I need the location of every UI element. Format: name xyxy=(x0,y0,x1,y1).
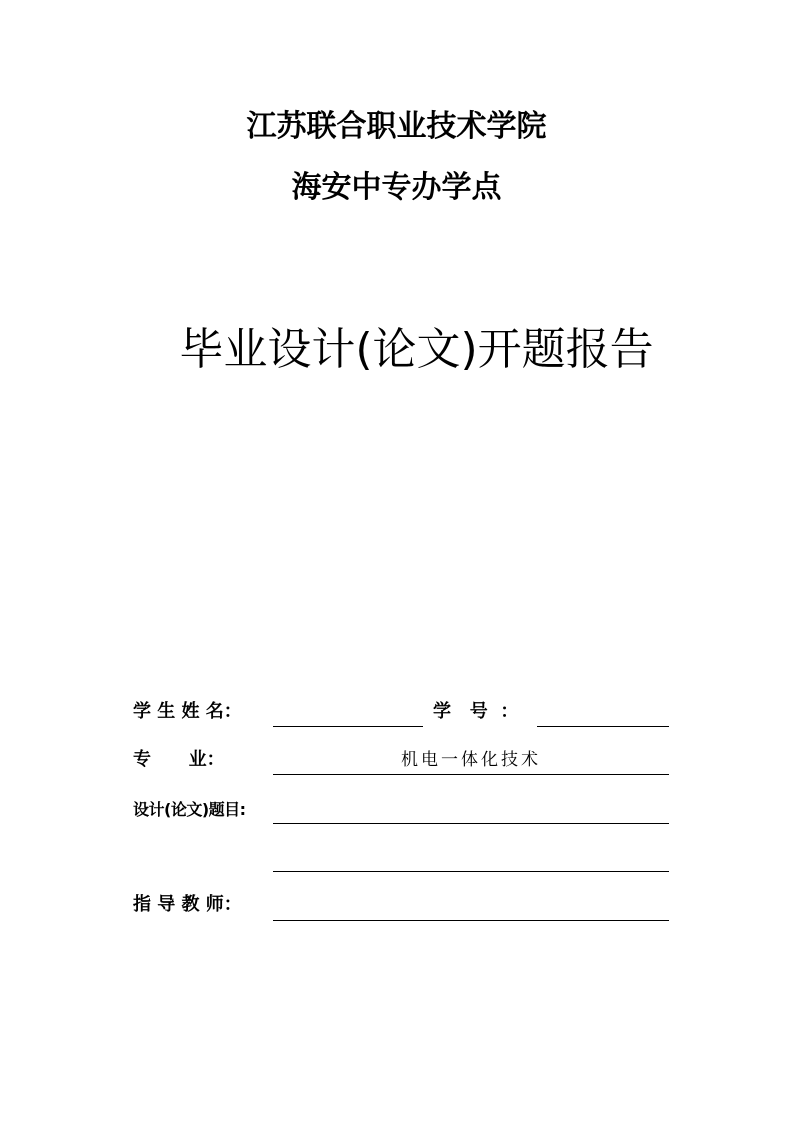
student-id-label: 学 号 ： xyxy=(433,701,519,722)
major-underline xyxy=(273,774,669,775)
branch-name: 海安中专办学点 xyxy=(291,170,502,205)
student-name-label: 学 生 姓 名： xyxy=(133,701,242,722)
advisor-underline xyxy=(273,920,669,921)
major-value: 机电一体化技术 xyxy=(401,750,541,770)
topic-underline-2 xyxy=(273,871,669,872)
major-label: 专 业： xyxy=(133,749,225,770)
topic-underline-1 xyxy=(273,823,669,824)
student-name-underline xyxy=(273,726,423,727)
document-title: 毕业设计(论文)开题报告 xyxy=(179,324,654,375)
advisor-label: 指 导 教 师： xyxy=(133,894,242,915)
topic-label: 设计(论文)题目: xyxy=(133,800,246,819)
student-id-underline xyxy=(537,726,669,727)
school-name: 江苏联合职业技术学院 xyxy=(246,109,547,144)
